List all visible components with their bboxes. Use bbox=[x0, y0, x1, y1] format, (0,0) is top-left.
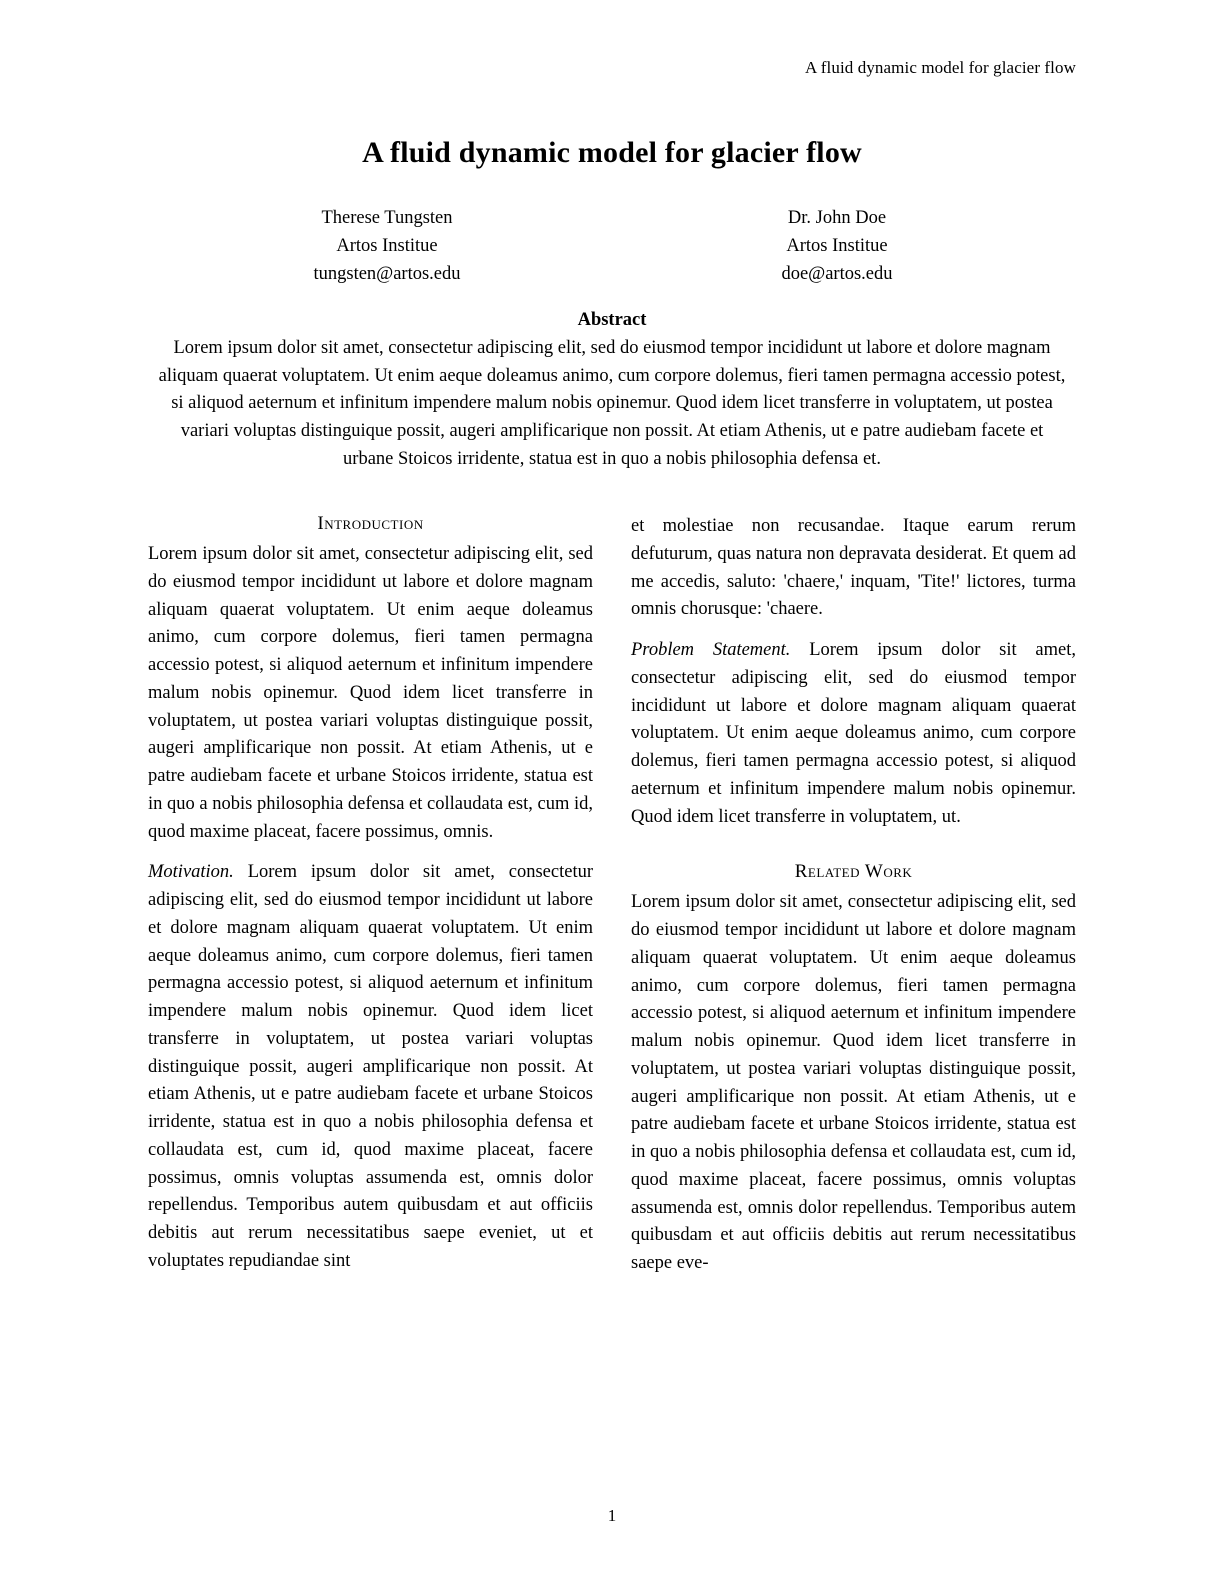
run-in-heading-problem-statement: Problem Statement. bbox=[631, 640, 791, 661]
author-email: tungsten@artos.edu bbox=[313, 264, 461, 285]
author-email: doe@artos.edu bbox=[781, 264, 893, 285]
paragraph-problem-statement bbox=[631, 637, 1076, 831]
author-name: Therese Tungsten bbox=[321, 208, 453, 228]
two-column-body bbox=[148, 513, 1076, 1278]
abstract-text: Lorem ipsum dolor sit amet, consectetur adipiscing elit, sed do eiusmod tempor incididunt ut labore et dolore magnam aliquam quaerat voluptatem. Ut enim aeque doleamus animo, cum corpore dolemus, fieri tamen permagna accessio potest, si aliquod aeternum et infinitum impendere malum nobis opinemur. Quod idem licet transferre in voluptatem, ut postea variari voluptas distinguique possit, augeri amplificarique non possit. At etiam Athenis, ut e patre audiebam facete et urbane Stoicos irridente, statua est in quo a nobis philosophia defensa et. bbox=[158, 338, 1066, 469]
run-in-heading-motivation: Motivation. bbox=[148, 862, 234, 883]
author-affiliation: Artos Institue bbox=[336, 236, 438, 257]
section-heading-introduction: Introduction bbox=[317, 513, 424, 535]
author-entry bbox=[237, 204, 537, 288]
author-name: Dr. John Doe bbox=[787, 208, 887, 228]
column-right bbox=[631, 513, 1076, 1278]
paragraph: Lorem ipsum dolor sit amet, consectetur adipiscing elit, sed do eiusmod tempor incididunt ut labore et dolore magnam aliquam quaerat voluptatem. Ut enim aeque doleamus animo, cum corpore dolemus, fieri tamen permagna accessio potest, si aliquod aeternum et infinitum impendere malum nobis opinemur. Quod idem licet transferre in voluptatem, ut postea variari voluptas distinguique possit, augeri amplificarique non possit. At etiam Athenis, ut e patre audiebam facete et urbane Stoicos irridente, statua est in quo a nobis philosophia defensa et collaudata est, cum id, quod maxime placeat, facere possimus, omnis voluptas assumenda est, omnis dolor repellendus. Temporibus autem quibusdam et aut officiis debitis aut rerum necessitatibus saepe eve- bbox=[631, 892, 1076, 1274]
section-heading-related-work: Related Work bbox=[794, 861, 913, 883]
column-left bbox=[148, 513, 593, 1278]
paragraph-text: Lorem ipsum dolor sit amet, consectetur adipiscing elit, sed do eiusmod tempor incididunt ut labore et dolore magnam aliquam quaerat voluptatem. Ut enim aeque doleamus animo, cum corpore dolemus, fieri tamen permagna accessio potest, si aliquod aeternum et infinitum impendere malum nobis opinemur. Quod idem licet transferre in voluptatem, ut postea variari voluptas distinguique possit, augeri amplificarique non possit. At etiam Athenis, ut e patre audiebam facete et urbane Stoicos irridente, statua est in quo a nobis philosophia defensa et collaudata est, cum id, quod maxime placeat, facere possimus, omnis voluptas assumenda est, omnis dolor repellendus. Temporibus autem quibusdam et aut officiis debitis aut rerum necessitatibus saepe eveniet, ut et voluptates repudiandae sint bbox=[148, 862, 593, 1271]
page-title: A fluid dynamic model for glacier flow bbox=[362, 136, 862, 169]
paragraph: Lorem ipsum dolor sit amet, consectetur adipiscing elit, sed do eiusmod tempor incididunt ut labore et dolore magnam aliquam quaerat voluptatem. Ut enim aeque doleamus animo, cum corpore dolemus, fieri tamen permagna accessio potest, si aliquod aeternum et infinitum impendere malum nobis opinemur. Quod idem licet transferre in voluptatem, ut postea variari voluptas distinguique possit, augeri amplificarique non possit. At etiam Athenis, ut e patre audiebam facete et urbane Stoicos irridente, statua est in quo a nobis philosophia defensa et collaudata est, cum id, quod maxime placeat, facere possimus, omnis. bbox=[148, 544, 593, 842]
author-block bbox=[148, 204, 1076, 288]
author-entry bbox=[687, 204, 987, 288]
author-affiliation: Artos Institue bbox=[786, 236, 888, 257]
paragraph-text: Lorem ipsum dolor sit amet, consectetur adipiscing elit, sed do eiusmod tempor incididunt ut labore et dolore magnam aliquam quaerat voluptatem. Ut enim aeque doleamus animo, cum corpore dolemus, fieri tamen permagna accessio potest, si aliquod aeternum et infinitum impendere malum nobis opinemur. Quod idem licet transferre in voluptatem, ut. bbox=[631, 640, 1076, 827]
paragraph-continuation: et molestiae non recusandae. Itaque earum rerum defuturum, quas natura non depravata desiderat. Et quem ad me accedis, saluto: 'chaere,' inquam, 'Tite!' lictores, turma omnis chorusque: 'chaere. bbox=[631, 516, 1076, 620]
paragraph-motivation bbox=[148, 859, 593, 1275]
page-number: 1 bbox=[607, 1506, 617, 1525]
running-head: A fluid dynamic model for glacier flow bbox=[804, 58, 1076, 77]
abstract-heading: Abstract bbox=[577, 310, 647, 331]
